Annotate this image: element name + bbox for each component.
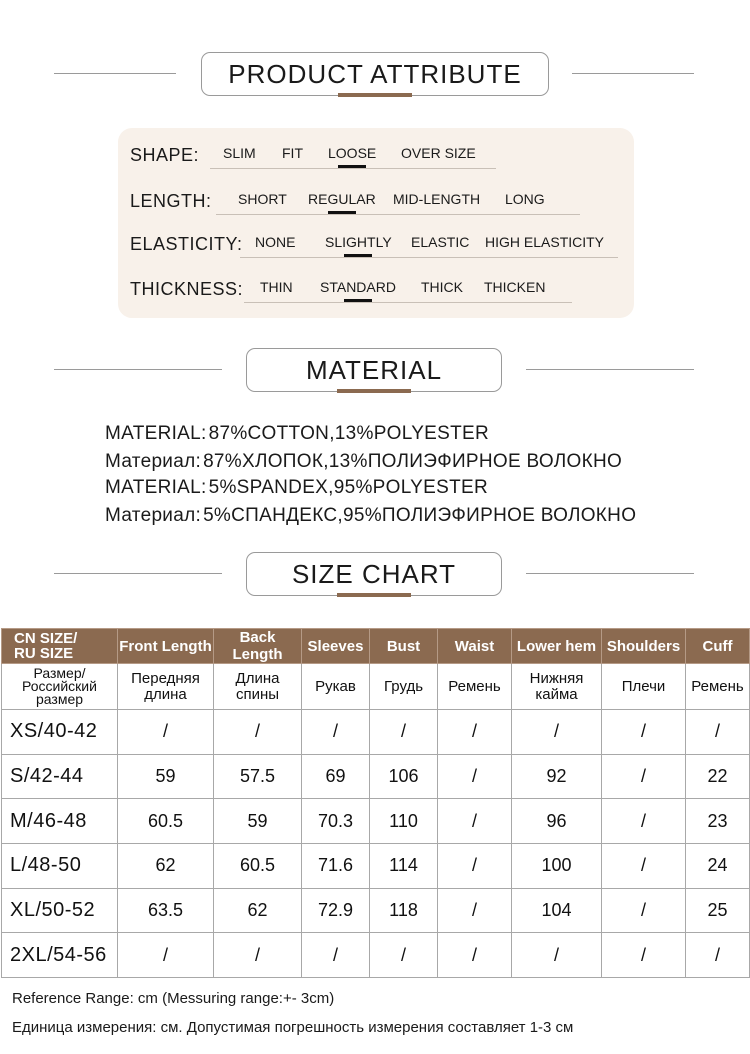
attr-option: LONG	[505, 191, 545, 207]
attr-row-length	[118, 187, 634, 217]
table-row	[2, 888, 750, 933]
table-row	[2, 799, 750, 844]
size-cell: L/48-50	[2, 844, 118, 889]
header-cell: Lower hem	[512, 629, 602, 664]
table-row	[2, 933, 750, 978]
attr-option: HIGH ELASTICITY	[485, 234, 605, 250]
divider-right	[526, 573, 694, 574]
table-cell: 96	[512, 799, 602, 844]
header-cell	[118, 664, 214, 710]
section-title: PRODUCT ATTRIBUTE	[228, 59, 522, 89]
section-title-box	[201, 52, 549, 96]
header-cell	[214, 664, 302, 710]
table-cell: 104	[512, 888, 602, 933]
table-cell: 92	[512, 754, 602, 799]
divider-right	[526, 369, 694, 370]
size-chart-header	[0, 552, 750, 596]
divider-left	[54, 369, 222, 370]
table-cell: /	[438, 799, 512, 844]
table-cell: /	[214, 933, 302, 978]
table-cell: 114	[370, 844, 438, 889]
divider-left	[54, 73, 176, 74]
attr-option: SHORT	[238, 191, 287, 207]
attr-option-selected: SLIGHTLY	[325, 234, 392, 250]
header-text: размер	[35, 691, 84, 707]
attr-option: THIN	[260, 279, 293, 295]
header-cell: Shoulders	[602, 629, 686, 664]
material-key: Материал:	[105, 505, 202, 526]
attr-option: THICK	[421, 279, 463, 295]
header-cell: Грудь	[370, 664, 438, 710]
header-cell: Waist	[438, 629, 512, 664]
table-cell: /	[602, 888, 686, 933]
attr-row-elasticity	[118, 230, 634, 260]
size-cell: XS/40-42	[2, 710, 118, 755]
attr-option-selected: LOOSE	[328, 145, 377, 161]
section-title-box	[246, 348, 502, 392]
material-header	[0, 348, 750, 392]
table-cell: /	[602, 933, 686, 978]
header-cell	[512, 664, 602, 710]
table-cell: /	[686, 710, 750, 755]
table-cell: 100	[512, 844, 602, 889]
attr-row-thickness	[118, 275, 634, 305]
measurement-note-ru: Единица измерения: см. Допустимая погрешность измерения составляет 1-3 см	[12, 1019, 574, 1036]
size-cell: M/46-48	[2, 799, 118, 844]
table-row	[2, 754, 750, 799]
attr-option-selected: REGULAR	[308, 191, 376, 207]
material-line	[105, 505, 636, 527]
table-cell: 118	[370, 888, 438, 933]
header-text: Передняя	[131, 669, 200, 687]
table-cell: 23	[686, 799, 750, 844]
table-cell: /	[438, 933, 512, 978]
header-cell: Ремень	[438, 664, 512, 710]
attr-row-rule	[210, 168, 496, 169]
table-cell: 72.9	[302, 888, 370, 933]
table-cell: /	[686, 933, 750, 978]
table-cell: 60.5	[214, 844, 302, 889]
title-accent-bar	[337, 389, 411, 393]
header-row-ru	[2, 664, 750, 710]
table-cell: /	[602, 710, 686, 755]
attr-label: THICKNESS:	[130, 279, 244, 299]
header-text: RU SIZE	[14, 645, 74, 662]
header-text: длина	[144, 685, 187, 703]
table-cell: 69	[302, 754, 370, 799]
reference-range-note: Reference Range: cm (Messuring range:+- 3cm)	[12, 990, 335, 1007]
divider-right	[572, 73, 694, 74]
attribute-panel	[118, 128, 634, 318]
attr-option-selected: STANDARD	[320, 279, 396, 295]
table-cell: 110	[370, 799, 438, 844]
table-cell: 60.5	[118, 799, 214, 844]
material-key: MATERIAL:	[105, 423, 207, 444]
table-cell: 57.5	[214, 754, 302, 799]
attr-option: ELASTIC	[411, 234, 470, 250]
header-row-en	[2, 629, 750, 664]
material-line	[105, 451, 622, 473]
section-title-box	[246, 552, 502, 596]
table-cell: /	[302, 933, 370, 978]
size-cell: S/42-44	[2, 754, 118, 799]
attr-label: ELASTICITY:	[130, 234, 243, 254]
attr-option: FIT	[282, 145, 303, 161]
header-text: Размер/	[33, 665, 86, 681]
attr-option: NONE	[255, 234, 296, 250]
table-cell: /	[370, 933, 438, 978]
table-cell: 106	[370, 754, 438, 799]
table-cell: /	[602, 844, 686, 889]
size-chart-table	[1, 628, 750, 978]
table-cell: /	[438, 844, 512, 889]
title-accent-bar	[337, 593, 411, 597]
divider-left	[54, 573, 222, 574]
attr-row-rule	[240, 257, 618, 258]
table-cell: 63.5	[118, 888, 214, 933]
table-row	[2, 844, 750, 889]
table-cell: /	[438, 710, 512, 755]
header-cell: Sleeves	[302, 629, 370, 664]
section-title: MATERIAL	[305, 355, 443, 385]
size-cell: 2XL/54-56	[2, 933, 118, 978]
header-text: спины	[235, 685, 280, 703]
table-cell: 24	[686, 844, 750, 889]
table-cell: /	[118, 933, 214, 978]
header-cell: Плечи	[602, 664, 686, 710]
material-line	[105, 423, 489, 445]
table-cell: /	[438, 888, 512, 933]
header-cell: Front Length	[118, 629, 214, 664]
header-cell: Рукав	[302, 664, 370, 710]
table-cell: 62	[214, 888, 302, 933]
attr-option: THICKEN	[484, 279, 546, 295]
section-title: SIZE CHART	[291, 559, 457, 589]
header-cell	[2, 629, 118, 664]
table-cell: /	[602, 799, 686, 844]
table-cell: /	[370, 710, 438, 755]
attr-label: LENGTH:	[130, 191, 212, 211]
table-cell: /	[512, 933, 602, 978]
table-cell: 59	[118, 754, 214, 799]
attr-row-rule	[216, 214, 580, 215]
header-text: кайма	[535, 685, 578, 703]
header-cell	[2, 664, 118, 710]
table-cell: /	[602, 754, 686, 799]
attr-option: SLIM	[223, 145, 256, 161]
material-value: 87%ХЛОПОК,13%ПОЛИЭФИРНОЕ ВОЛОКНО	[203, 451, 623, 472]
header-text: CN SIZE/	[14, 630, 78, 647]
attr-option: OVER SIZE	[401, 145, 476, 161]
table-cell: 62	[118, 844, 214, 889]
header-cell: Cuff	[686, 629, 750, 664]
material-key: MATERIAL:	[105, 477, 207, 498]
attr-label: SHAPE:	[130, 145, 200, 165]
table-cell: /	[438, 754, 512, 799]
table-cell: 71.6	[302, 844, 370, 889]
table-cell: /	[512, 710, 602, 755]
product-attribute-header	[0, 52, 750, 96]
title-accent-bar	[338, 93, 412, 97]
table-cell: /	[214, 710, 302, 755]
material-line	[105, 477, 488, 499]
header-cell: Ремень	[686, 664, 750, 710]
attr-row-rule	[244, 302, 572, 303]
header-text: Российский	[22, 678, 97, 694]
size-cell: XL/50-52	[2, 888, 118, 933]
header-cell: Bust	[370, 629, 438, 664]
material-value: 5%SPANDEX,95%POLYESTER	[208, 477, 488, 498]
table-cell: 70.3	[302, 799, 370, 844]
header-cell: Back Length	[214, 629, 302, 664]
attr-row-shape	[118, 141, 634, 171]
material-value: 5%СПАНДЕКС,95%ПОЛИЭФИРНОЕ ВОЛОКНО	[203, 505, 637, 526]
table-cell: 59	[214, 799, 302, 844]
table-row	[2, 710, 750, 755]
material-value: 87%COTTON,13%POLYESTER	[208, 423, 490, 444]
table-cell: /	[302, 710, 370, 755]
attr-option: MID-LENGTH	[393, 191, 481, 207]
table-cell: 25	[686, 888, 750, 933]
table-cell: 22	[686, 754, 750, 799]
material-key: Материал:	[105, 451, 202, 472]
table-cell: /	[118, 710, 214, 755]
header-text: Длина	[235, 669, 280, 687]
header-text: Нижняя	[529, 669, 584, 687]
